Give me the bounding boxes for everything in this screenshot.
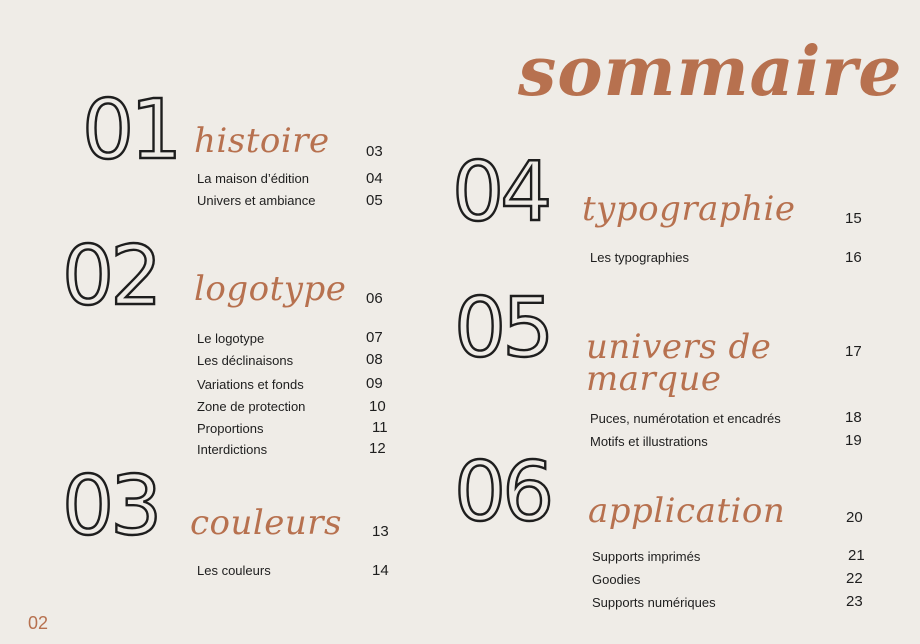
toc-item-page: 12 <box>369 440 386 457</box>
section-page-couleurs: 13 <box>372 523 389 540</box>
toc-item-label[interactable]: Proportions <box>197 421 264 436</box>
toc-item-page: 23 <box>846 593 863 610</box>
toc-item-label[interactable]: Univers et ambiance <box>197 193 316 208</box>
section-page-logotype: 06 <box>366 290 383 307</box>
section-page-application: 20 <box>846 509 863 526</box>
toc-item-label[interactable]: Supports numériques <box>592 595 716 610</box>
toc-item-page: 10 <box>369 398 386 415</box>
section-page-typographie: 15 <box>845 210 862 227</box>
toc-item-label[interactable]: Puces, numérotation et encadrés <box>590 411 781 426</box>
section-number-02: 02 <box>62 229 159 324</box>
page-title: sommaire <box>518 32 903 112</box>
section-title-univers-line2: marque <box>586 359 722 399</box>
toc-item-page: 07 <box>366 329 383 346</box>
section-number-04: 04 <box>452 145 549 240</box>
section-title-logotype: logotype <box>194 269 347 309</box>
toc-item-label[interactable]: Variations et fonds <box>197 377 304 392</box>
toc-item-page: 16 <box>845 249 862 266</box>
section-title-univers-line1: univers de <box>586 327 772 367</box>
toc-item-label[interactable]: Les déclinaisons <box>197 353 294 368</box>
toc-item-label[interactable]: Motifs et illustrations <box>590 434 708 449</box>
toc-item-page: 14 <box>372 562 389 579</box>
toc-item-label[interactable]: Zone de protection <box>197 399 306 414</box>
section-title-typographie: typographie <box>582 189 796 229</box>
toc-item-page: 11 <box>372 419 388 436</box>
section-number-06: 06 <box>454 445 551 540</box>
toc-item-page: 05 <box>366 192 383 209</box>
toc-item-page: 19 <box>845 432 862 449</box>
section-number-05: 05 <box>454 281 551 376</box>
toc-item-page: 09 <box>366 375 383 392</box>
section-page-histoire: 03 <box>366 143 383 160</box>
section-title-histoire: histoire <box>194 121 330 161</box>
toc-item-label[interactable]: Supports imprimés <box>592 549 701 564</box>
toc-item-page: 08 <box>366 351 383 368</box>
toc-item-label[interactable]: Interdictions <box>197 442 268 457</box>
toc-item-label[interactable]: Les couleurs <box>197 563 271 578</box>
section-number-03: 03 <box>62 459 159 554</box>
section-title-application: application <box>588 491 786 531</box>
toc-item-page: 22 <box>846 570 863 587</box>
toc-item-label[interactable]: Le logotype <box>197 331 265 346</box>
toc-item-label[interactable]: Goodies <box>592 572 641 587</box>
section-page-univers: 17 <box>845 343 862 360</box>
page-number: 02 <box>28 613 49 633</box>
toc-item-page: 18 <box>845 409 862 426</box>
section-title-couleurs: couleurs <box>190 503 343 543</box>
toc-item-page: 04 <box>366 170 383 187</box>
toc-item-label[interactable]: Les typographies <box>590 250 690 265</box>
toc-item-page: 21 <box>848 547 865 564</box>
toc-item-label[interactable]: La maison d’édition <box>197 171 310 186</box>
section-number-01: 01 <box>82 83 179 178</box>
